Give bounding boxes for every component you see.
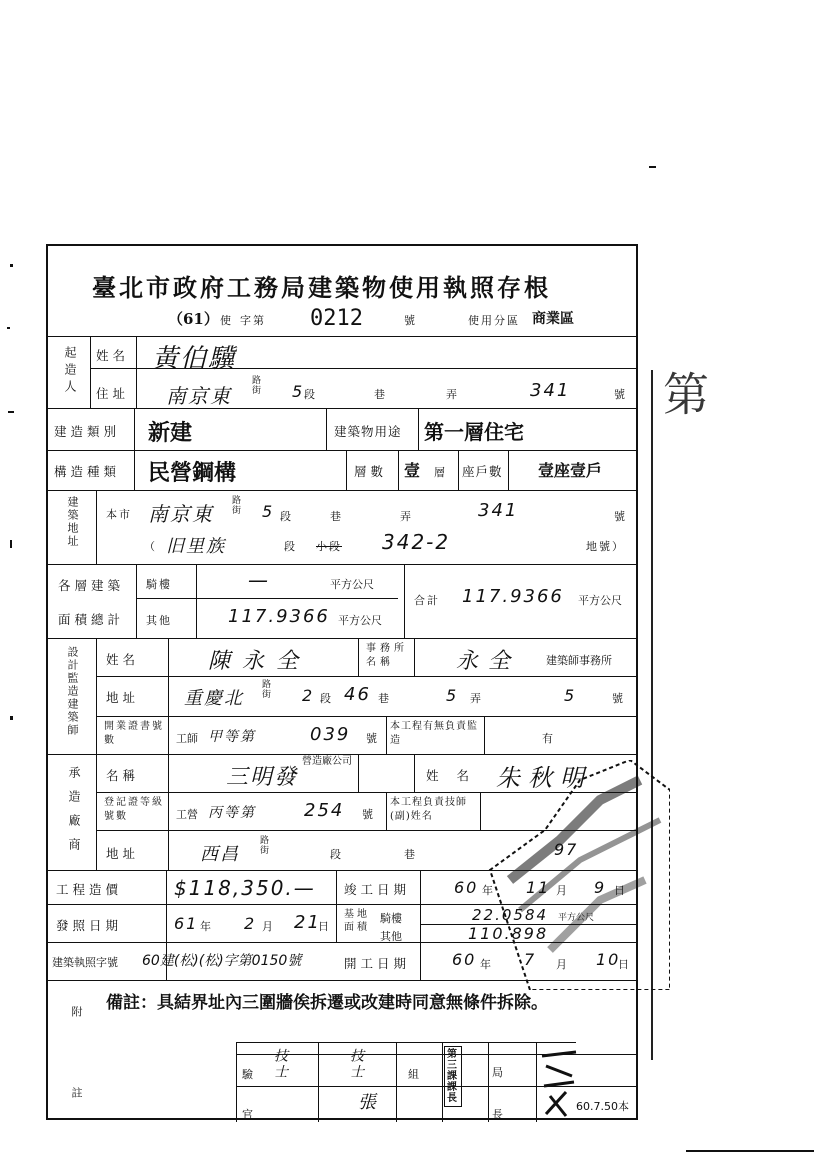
rule (488, 1042, 489, 1122)
designer-addr-road: 重慶北 (184, 688, 244, 709)
units-value: 壹座壹戶 (538, 461, 603, 480)
designer-office-suffix: 建築師事務所 (546, 654, 612, 667)
type-value: 新建 (148, 420, 193, 446)
start-year: 60 (452, 950, 477, 969)
start-month: 7 (524, 950, 537, 969)
zi-di-label: 字第 (240, 314, 266, 327)
rule (386, 716, 387, 754)
designer-lane-label: 巷 (378, 692, 391, 705)
rule (398, 450, 399, 490)
rule (358, 638, 359, 676)
designer-name-value: 陳永全 (208, 649, 311, 674)
designer-hao-label: 號 (612, 692, 625, 705)
owner-name-value: 黃伯驥 (152, 344, 237, 374)
scan-speck (7, 327, 10, 329)
base-other-value: 110.898 (468, 924, 549, 943)
scan-speck (686, 1150, 814, 1152)
approval-col6: 長 (492, 1108, 505, 1121)
rule (442, 1042, 443, 1122)
owner-section-label: 段 (304, 388, 317, 401)
rule (414, 754, 415, 792)
site-alley-label: 弄 (400, 510, 413, 523)
floors-unit: 層 (434, 466, 447, 479)
area-other-value: 117.9366 (228, 606, 330, 627)
cost-value: $118,350.— (174, 876, 316, 900)
notes-text: 備註：具結界址內三圍牆俟拆遷或改建時同意無條件拆除。 (106, 993, 548, 1013)
print-code: 60.7.50本 (576, 1100, 629, 1113)
permit-value: 60建(松)(松)字第0150號 (142, 953, 302, 969)
start-label: 開工日期 (344, 956, 411, 971)
rule (48, 980, 636, 981)
start-month-label: 月 (556, 958, 569, 971)
permit-number: 0212 (310, 306, 363, 331)
contractor-reg-prefix: 工營 (176, 808, 198, 821)
contractor-reg-hao: 號 (362, 808, 375, 821)
use-label: 建築物用途 (334, 424, 402, 439)
designer-addr-label: 地址 (106, 690, 140, 705)
designer-number: 5 (564, 686, 577, 705)
scan-speck (649, 166, 656, 168)
site-hao-label: 號 (614, 510, 627, 523)
rule (346, 450, 347, 490)
rule (484, 716, 485, 754)
contractor-name-value: 三明發 (226, 765, 299, 790)
rule (508, 450, 509, 490)
designer-license-label: 開業證書號數 (104, 721, 164, 746)
designer-lane-num: 46 (344, 684, 371, 705)
owner-addr-label: 住址 (96, 386, 130, 401)
site-city-label: 本市 (106, 508, 132, 521)
contractor-addr-label: 地址 (106, 846, 140, 861)
start-year-label: 年 (480, 958, 493, 971)
issue-day-label: 日 (318, 920, 331, 933)
form-title: 臺北市政府工務局建築物使用執照存根 (92, 273, 551, 302)
designer-license-class: 甲等第 (208, 729, 256, 745)
contractor-reg-class: 丙等第 (208, 805, 256, 821)
complete-year: 60 (454, 878, 479, 897)
rule (90, 336, 91, 408)
scan-speck (10, 716, 13, 720)
base-arcade-unit: 平方公尺 (558, 913, 595, 923)
site-road-suffix: 路街 (232, 496, 242, 516)
issue-month: 2 (244, 914, 257, 933)
contractor-name-suffix: 營造廠公司 (302, 756, 352, 767)
units-label: 座戶數 (462, 464, 503, 479)
site-section-label: 段 (280, 510, 293, 523)
approval-stamp: 第三課課長 (444, 1046, 462, 1107)
area-label-top: 各層建築 (58, 578, 125, 593)
approval-bottom1: 官 (242, 1108, 255, 1121)
issue-day: 21 (294, 912, 321, 933)
rule (418, 408, 419, 450)
rule (386, 792, 387, 830)
rule (48, 754, 636, 755)
base-arcade-value: 22.0584 (472, 906, 549, 924)
rule (136, 598, 398, 599)
scan-speck (10, 264, 13, 267)
owner-side-label: 起造人 (63, 346, 77, 397)
approval-col1: 驗 (242, 1068, 255, 1081)
base-other-label: 其他 (380, 930, 402, 943)
contractor-side-label: 承造廠商 (67, 766, 81, 862)
contractor-person-label: 姓名 (426, 768, 488, 783)
rule (48, 408, 636, 409)
rule (48, 490, 636, 491)
rule (136, 336, 137, 408)
issue-label: 發照日期 (56, 918, 123, 933)
contractor-number: 97 (554, 840, 579, 859)
owner-name-label: 姓名 (96, 348, 130, 363)
rule (458, 450, 459, 490)
designer-license-num: 039 (310, 724, 351, 745)
rule (318, 1042, 319, 1122)
use-value: 第一層住宅 (424, 420, 524, 444)
rule (336, 870, 337, 942)
permit-label: 建築執照字號 (52, 956, 118, 969)
rule (48, 638, 636, 639)
rule (236, 1042, 237, 1122)
site-old-section-label: 段 (284, 540, 297, 553)
owner-number: 341 (530, 380, 571, 401)
rule (96, 490, 97, 564)
contractor-lane-label: 巷 (404, 848, 417, 861)
designer-supervise-value: 有 (542, 732, 555, 745)
contractor-reg-label: 登記證等級號數 (104, 797, 164, 822)
approval-col5: 局 (492, 1066, 505, 1079)
district-value: 商業區 (532, 311, 574, 327)
issue-year: 61 (174, 914, 199, 933)
permit-form (46, 244, 638, 1168)
complete-label: 竣工日期 (344, 882, 411, 897)
site-lot-number: 342-2 (382, 530, 451, 554)
approval-col2b: 技士 (348, 1048, 364, 1080)
contractor-road-suffix: 路街 (260, 836, 270, 856)
complete-day-label: 日 (614, 884, 627, 897)
owner-alley-label: 弄 (446, 388, 459, 401)
owner-hao-label: 號 (614, 388, 627, 401)
rule (48, 870, 636, 871)
right-margin-fragment: 第 (656, 370, 710, 434)
rule (196, 564, 197, 638)
site-old-name: 旧里族 (166, 536, 226, 557)
designer-supervise-label: 本工程有無負責監造 (390, 721, 478, 746)
rule (420, 870, 421, 980)
designer-license-prefix: 工師 (176, 732, 198, 745)
rule (96, 716, 636, 717)
structure-label: 構造種類 (54, 464, 121, 479)
structure-value: 民營鋼構 (148, 460, 237, 486)
rule (96, 830, 636, 831)
rule (236, 1042, 576, 1043)
start-day-label: 日 (618, 958, 631, 971)
designer-office-value: 永全 (456, 649, 521, 674)
owner-lane-label: 巷 (374, 388, 387, 401)
complete-month: 11 (526, 878, 551, 897)
area-other-label: 其他 (146, 614, 172, 627)
site-section-num: 5 (262, 502, 275, 521)
floors-label: 層數 (354, 464, 388, 479)
approval-col4: 組 (408, 1068, 421, 1081)
contractor-section-label: 段 (330, 848, 343, 861)
designer-side-label: 設計監造建築師 (66, 646, 79, 737)
site-lane-label: 巷 (330, 510, 343, 523)
designer-section-label: 段 (320, 692, 333, 705)
approval-col2: 技士 (272, 1048, 288, 1080)
complete-month-label: 月 (556, 884, 569, 897)
base-arcade-label: 騎樓 (380, 912, 402, 925)
rule (404, 564, 405, 638)
rule (326, 408, 327, 450)
rule (396, 1042, 397, 1122)
area-total-unit: 平方公尺 (578, 594, 622, 607)
year-prefix: （61） (168, 310, 219, 328)
designer-alley-num: 5 (446, 686, 459, 705)
site-number: 341 (478, 500, 519, 521)
owner-addr-road: 南京東 (166, 384, 232, 408)
hao-label: 號 (404, 314, 417, 327)
site-sub-section-label: 小段 (316, 540, 342, 553)
designer-alley-label: 弄 (470, 692, 483, 705)
contractor-reg-num: 254 (304, 800, 345, 821)
complete-day: 9 (594, 878, 607, 897)
area-arcade-value: — (248, 568, 270, 592)
designer-license-hao: 號 (366, 732, 379, 745)
designer-office-label: 事務所名稱 (366, 643, 408, 668)
rule (96, 676, 636, 677)
area-total-value: 117.9366 (462, 586, 564, 607)
owner-road-suffix: 路街 (252, 376, 262, 396)
rule (96, 638, 97, 870)
area-arcade-label: 騎樓 (146, 578, 172, 591)
type-label: 建造類別 (54, 424, 121, 439)
rule (168, 638, 169, 870)
site-side-label: 建築地址 (66, 496, 79, 548)
scan-speck (10, 540, 12, 548)
site-road: 南京東 (148, 502, 214, 526)
complete-year-label: 年 (482, 884, 495, 897)
contractor-person-value: 朱秋明 (496, 764, 592, 792)
approval-col3: 張 (358, 1092, 378, 1113)
floors-value: 壹 (404, 461, 421, 480)
designer-road-suffix: 路街 (262, 680, 272, 700)
issue-year-label: 年 (200, 920, 213, 933)
base-area-label: 基地面積 (344, 909, 370, 933)
area-arcade-unit: 平方公尺 (330, 578, 374, 591)
use-char: 使 (220, 314, 233, 327)
rule (480, 792, 481, 830)
contractor-engineer-label: 本工程負責技師(副)姓名 (390, 797, 467, 822)
rule (358, 754, 359, 792)
owner-section-num: 5 (292, 382, 305, 401)
contractor-addr-road: 西昌 (200, 844, 240, 865)
cost-label: 工程造價 (56, 882, 123, 897)
rule (414, 638, 415, 676)
site-old-prefix: （ (144, 540, 157, 553)
designer-section-num: 2 (302, 686, 315, 705)
notes-side-label: 附註 (70, 1006, 83, 1168)
rule (48, 904, 636, 905)
issue-month-label: 月 (262, 920, 275, 933)
scan-speck (8, 411, 14, 413)
rule (134, 408, 135, 490)
rule (136, 564, 137, 638)
start-day: 10 (596, 950, 621, 969)
site-lot-label: 地號） (586, 540, 625, 553)
designer-name-label: 姓名 (106, 652, 140, 667)
area-other-unit: 平方公尺 (338, 614, 382, 627)
contractor-name-label: 名稱 (106, 768, 140, 783)
rule (48, 450, 636, 451)
district-label: 使用分區 (468, 314, 520, 327)
area-label-bottom: 面積總計 (58, 612, 125, 627)
area-total-label: 合計 (414, 594, 440, 607)
